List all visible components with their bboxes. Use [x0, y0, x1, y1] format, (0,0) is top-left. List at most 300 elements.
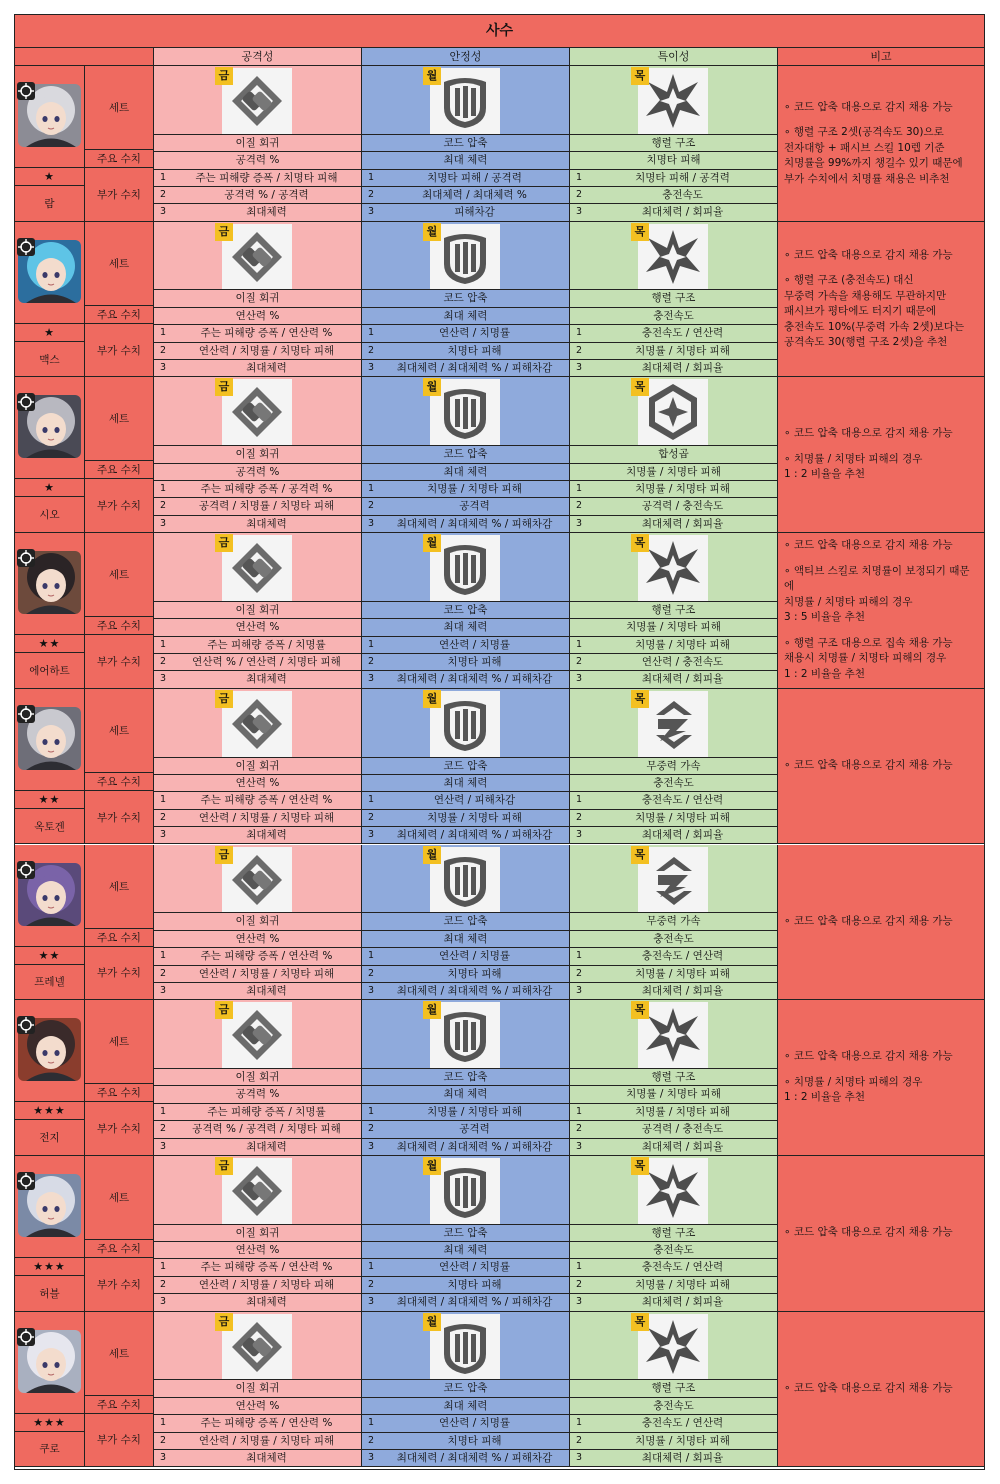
- main-stat: 치명률 / 치명타 피해: [626, 1088, 721, 1101]
- main-stat: 최대 체력: [443, 1244, 488, 1257]
- equipment-column-a: [154, 1156, 362, 1312]
- equipment-column-a: [154, 845, 362, 1001]
- sub-stat-text: 최대체력 / 회피율: [641, 1140, 724, 1153]
- sub-stat-rank: 2: [368, 1123, 375, 1135]
- sub-stat-text: 치명타 피해: [447, 344, 502, 357]
- sub-stat-text: 충전속도 / 연산력: [641, 950, 724, 963]
- sub-stat-row: [362, 982, 569, 999]
- character-name: 에어하트: [15, 653, 85, 689]
- remarks-cell: [778, 1000, 984, 1156]
- star-rating: ★: [15, 324, 85, 342]
- sub-stat-text: 공격력 % / 공격력: [224, 189, 309, 201]
- sub-stat-text: 공격력 / 치명률 / 치명타 피해: [198, 500, 335, 513]
- equipment-column-b: [362, 377, 570, 533]
- sub-stat-text: 치명타 피해 / 공격력: [635, 171, 730, 184]
- set-name: 행렬 구조: [651, 603, 696, 616]
- sub-stat-rank: 1: [576, 794, 583, 806]
- sub-stat-row: [570, 1414, 777, 1431]
- set-label: 세트: [85, 1156, 154, 1240]
- sub-stat-row: [570, 1258, 777, 1275]
- sub-stat-row: [570, 497, 777, 514]
- main-stat-row: [570, 774, 777, 791]
- main-stat: 치명률 / 치명타 피해: [626, 465, 721, 478]
- header-character: [15, 48, 154, 66]
- set-name: 코드 압축: [443, 1226, 488, 1239]
- remark-text: ∘ 치명률 / 치명타 피해의 경우 1 : 2 비율을 추천: [784, 1075, 923, 1104]
- sub-stat-row: [570, 324, 777, 341]
- sub-stat-text: 최대체력: [246, 1140, 287, 1153]
- sub-stat-row: [570, 965, 777, 982]
- sub-stat-text: 연산력 / 치명률: [438, 638, 511, 651]
- remarks-cell: [778, 66, 984, 222]
- slot-badge: 금: [215, 1313, 233, 1331]
- main-stat-row: [362, 1241, 569, 1258]
- sub-stat-row: [362, 636, 569, 653]
- portrait-cell: [15, 377, 85, 479]
- sub-stat-rank: 2: [576, 656, 583, 668]
- sub-stat-rank: 3: [368, 1451, 375, 1463]
- sub-stat-row: [570, 169, 777, 186]
- sub-stat-row: [570, 480, 777, 497]
- main-stat-row: [570, 930, 777, 947]
- equipment-column-a: [154, 222, 362, 378]
- sub-stat-text: 피해차감: [454, 206, 495, 219]
- main-stat: 충전속도: [653, 1399, 694, 1412]
- sub-stat-text: 주는 피해량 증폭 / 연산력 %: [200, 1417, 333, 1430]
- sub-stat-row: [570, 1276, 777, 1293]
- sub-stat-row: [570, 1449, 777, 1466]
- set-name-row: [154, 912, 361, 929]
- equipment-column-a: [154, 66, 362, 222]
- sniper-class-icon: [17, 549, 35, 567]
- sub-stat-row: [362, 653, 569, 670]
- slot-badge: 금: [215, 1001, 233, 1019]
- sub-stat-row: [362, 169, 569, 186]
- sub-stat-rank: 2: [368, 967, 375, 979]
- sniper-class-icon: [17, 1328, 35, 1346]
- set-name-row: [362, 757, 569, 774]
- set-name: 이질 회귀: [235, 603, 280, 616]
- sub-stat-row: [570, 359, 777, 376]
- slot-badge: 금: [215, 378, 233, 396]
- sub-stat-row: [154, 947, 361, 964]
- remarks-cell: [778, 845, 984, 1001]
- sub-stat-row: [362, 480, 569, 497]
- sub-stat-rank: 1: [576, 1105, 583, 1117]
- sub-stat-row: [570, 515, 777, 532]
- sub-stat-rank: 1: [160, 950, 167, 962]
- sub-stat-rank: 2: [160, 1123, 167, 1135]
- sub-stat-text: 연산력 % / 연산력 / 치명타 피해: [192, 656, 341, 669]
- sub-stat-row: [154, 791, 361, 808]
- sub-stat-text: 최대체력 / 최대체력 % / 피해차감: [396, 984, 553, 997]
- main-stat: 충전속도: [653, 932, 694, 945]
- sub-stat-row: [154, 1120, 361, 1137]
- main-stat: 연산력 %: [235, 1399, 280, 1412]
- sub-stat-row: [570, 826, 777, 843]
- main-stat-row: [570, 1241, 777, 1258]
- remarks-cell: [778, 1156, 984, 1312]
- star-rating: ★★★: [15, 1258, 85, 1276]
- sub-stat-rank: 1: [576, 1417, 583, 1429]
- sub-stat-text: 치명률 / 치명타 피해: [427, 1105, 522, 1118]
- sub-stat-text: 치명률 / 치명타 피해: [635, 1105, 730, 1118]
- set-name-row: [154, 445, 361, 462]
- sub-stat-rank: 2: [576, 811, 583, 823]
- sub-stat-row: [154, 1432, 361, 1449]
- sub-stat-rank: 3: [368, 673, 375, 685]
- sub-stat-rank: 2: [160, 189, 167, 200]
- slot-badge: 금: [215, 67, 233, 85]
- sub-stat-row: [362, 1293, 569, 1310]
- slot-badge: 금: [215, 534, 233, 552]
- main-stat: 공격력 %: [235, 465, 280, 478]
- sub-stat-row: [362, 203, 569, 220]
- sub-stat-text: 최대체력 / 최대체력 %: [422, 189, 527, 201]
- equipment-column-c: [570, 1000, 778, 1156]
- main-stat: 최대 체력: [443, 1088, 488, 1101]
- main-stat: 치명타 피해: [646, 154, 701, 167]
- main-stat: 연산력 %: [235, 776, 280, 789]
- main-stat-row: [570, 1397, 777, 1414]
- sub-stat-text: 최대체력 / 최대체력 % / 피해차감: [396, 1451, 553, 1464]
- sub-stat-label: 부가 수치: [85, 1414, 154, 1468]
- sub-stat-rank: 3: [160, 829, 167, 841]
- sub-stat-row: [570, 1293, 777, 1310]
- sub-stat-row: [362, 515, 569, 532]
- slot-badge: 월: [423, 223, 441, 241]
- sub-stat-rank: 3: [368, 206, 375, 218]
- main-stat: 충전속도: [653, 776, 694, 789]
- remark-text: ∘ 치명률 / 치명타 피해의 경우 1 : 2 비율을 추천: [784, 452, 923, 481]
- equipment-column-c: [570, 1156, 778, 1312]
- sub-stat-rank: 1: [368, 1105, 375, 1117]
- set-name: 행렬 구조: [651, 292, 696, 305]
- sub-stat-text: 주는 피해량 증폭 / 공격력 %: [200, 482, 333, 495]
- sub-stat-row: [570, 1432, 777, 1449]
- set-name: 코드 압축: [443, 292, 488, 305]
- slot-badge: 목: [631, 223, 649, 241]
- main-stat: 최대 체력: [443, 154, 488, 167]
- equipment-column-b: [362, 533, 570, 689]
- sub-stat-rank: 1: [160, 327, 167, 339]
- sub-stat-rank: 3: [160, 673, 167, 685]
- equipment-column-a: [154, 1000, 362, 1156]
- character-name: 허블: [15, 1276, 85, 1312]
- main-stat-row: [154, 1397, 361, 1414]
- sub-stat-rank: 2: [368, 500, 375, 512]
- sub-stat-row: [362, 1414, 569, 1431]
- equipment-column-c: [570, 377, 778, 533]
- equipment-column-c: [570, 533, 778, 689]
- sub-stat-text: 주는 피해량 증폭 / 치명률: [207, 1105, 326, 1118]
- sniper-class-icon: [17, 1016, 35, 1034]
- sub-stat-label: 부가 수치: [85, 635, 154, 689]
- remark-text: ∘ 코드 압축 대용으로 감지 채용 가능: [784, 1050, 953, 1063]
- set-label: 세트: [85, 689, 154, 773]
- equipment-column-b: [362, 222, 570, 378]
- sub-stat-rank: 3: [576, 984, 583, 996]
- main-stat-label: 주요 수치: [85, 461, 154, 479]
- remark-text: ∘ 행렬 구조 2셋(공격속도 30)으로 전자대항 + 패시브 스킬 10렙 기준 치명률을 99%까지 챙길수 있기 때문에 부가 수치에서 치명률 채용은 비추천: [784, 126, 963, 185]
- sub-stat-rank: 1: [368, 950, 375, 962]
- sub-stat-rank: 3: [368, 1296, 375, 1308]
- sub-stat-rank: 2: [368, 189, 375, 200]
- set-name-row: [154, 134, 361, 151]
- sub-stat-row: [154, 480, 361, 497]
- main-stat-row: [362, 1085, 569, 1102]
- sub-stat-text: 치명타 피해: [447, 1434, 502, 1447]
- sub-stat-row: [570, 947, 777, 964]
- equipment-column-c: [570, 689, 778, 845]
- set-name: 코드 압축: [443, 759, 488, 772]
- set-name-row: [362, 1068, 569, 1085]
- sub-stat-rank: 1: [160, 171, 167, 183]
- main-stat: 충전속도: [653, 1244, 694, 1257]
- sub-stat-label: 부가 수치: [85, 1258, 154, 1312]
- main-stat: 최대 체력: [443, 932, 488, 945]
- sub-stat-text: 치명률 / 치명타 피해: [427, 482, 522, 495]
- main-stat-row: [570, 307, 777, 324]
- character-name: 옥토겐: [15, 809, 85, 845]
- sub-stat-text: 연산력 / 치명률 / 치명타 피해: [198, 811, 335, 824]
- sub-stat-row: [570, 670, 777, 687]
- sniper-class-icon: [17, 861, 35, 879]
- set-name-row: [570, 1224, 777, 1241]
- sniper-class-icon: [17, 238, 35, 256]
- main-stat-row: [154, 930, 361, 947]
- set-name: 코드 압축: [443, 1070, 488, 1083]
- sub-stat-row: [570, 186, 777, 203]
- sub-stat-rank: 1: [160, 794, 167, 806]
- sub-stat-rank: 1: [368, 1261, 375, 1273]
- equipment-column-a: [154, 1312, 362, 1468]
- main-stat-row: [154, 1085, 361, 1102]
- set-name-row: [570, 912, 777, 929]
- sub-stat-rank: 3: [160, 1296, 167, 1308]
- equipment-column-b: [362, 689, 570, 845]
- set-name: 이질 회귀: [235, 448, 280, 461]
- set-name-row: [362, 1379, 569, 1396]
- set-name-row: [154, 1068, 361, 1085]
- equipment-column-b: [362, 1312, 570, 1468]
- sub-stat-row: [154, 653, 361, 670]
- sub-stat-rank: 2: [160, 344, 167, 356]
- sub-stat-rank: 1: [368, 794, 375, 806]
- slot-badge: 월: [423, 1001, 441, 1019]
- sub-stat-text: 최대체력 / 회피율: [641, 1451, 724, 1464]
- sub-stat-rank: 1: [576, 638, 583, 650]
- sub-stat-rank: 3: [368, 829, 375, 841]
- set-name-row: [362, 445, 569, 462]
- set-name: 행렬 구조: [651, 1226, 696, 1239]
- header-special: 특이성: [570, 48, 778, 66]
- remark-text: ∘ 코드 압축 대용으로 감지 채용 가능: [784, 427, 953, 440]
- set-name-row: [154, 1224, 361, 1241]
- sub-stat-rank: 1: [368, 1417, 375, 1429]
- main-stat-row: [362, 307, 569, 324]
- sub-stat-row: [154, 982, 361, 999]
- main-stat-row: [570, 151, 777, 168]
- sniper-class-icon: [17, 82, 35, 100]
- main-stat-row: [154, 463, 361, 480]
- sub-stat-text: 최대체력 / 최대체력 % / 피해차감: [396, 1140, 553, 1153]
- sub-stat-text: 치명타 피해: [447, 1278, 502, 1291]
- sub-stat-text: 연산력 / 치명률: [438, 1261, 511, 1274]
- character-name: 쿠로: [15, 1432, 85, 1468]
- sub-stat-rank: 1: [576, 171, 583, 183]
- star-rating: ★★: [15, 947, 85, 965]
- sub-stat-label: 부가 수치: [85, 791, 154, 845]
- equipment-column-b: [362, 1156, 570, 1312]
- sub-stat-text: 최대체력 / 최대체력 % / 피해차감: [396, 829, 553, 842]
- sub-stat-text: 연산력 / 치명률 / 치명타 피해: [198, 967, 335, 980]
- set-name: 이질 회귀: [235, 759, 280, 772]
- sub-stat-rank: 3: [576, 673, 583, 685]
- character-name: 시오: [15, 497, 85, 533]
- sub-stat-text: 연산력 / 충전속도: [641, 656, 724, 669]
- sub-stat-text: 최대체력 / 회피율: [641, 673, 724, 686]
- portrait-cell: [15, 1156, 85, 1258]
- sub-stat-row: [362, 791, 569, 808]
- sub-stat-rank: 1: [160, 638, 167, 650]
- main-stat-row: [154, 151, 361, 168]
- equipment-column-c: [570, 845, 778, 1001]
- sub-stat-row: [154, 826, 361, 843]
- set-name: 합성곱: [658, 448, 689, 461]
- sub-stat-text: 주는 피해량 증폭 / 연산력 %: [200, 950, 333, 963]
- sub-stat-rank: 1: [160, 1105, 167, 1117]
- set-label: 세트: [85, 533, 154, 617]
- sub-stat-text: 치명타 피해 / 공격력: [427, 171, 522, 184]
- main-stat-label: 주요 수치: [85, 1240, 154, 1258]
- sub-stat-text: 치명률 / 치명타 피해: [635, 967, 730, 980]
- sub-stat-label: 부가 수치: [85, 324, 154, 378]
- sub-stat-rank: 2: [576, 189, 583, 200]
- slot-badge: 금: [215, 846, 233, 864]
- remark-text: ∘ 코드 압축 대용으로 감지 채용 가능: [784, 759, 953, 772]
- set-name-row: [570, 601, 777, 618]
- slot-badge: 월: [423, 690, 441, 708]
- main-stat: 치명률 / 치명타 피해: [626, 621, 721, 634]
- main-stat-row: [362, 463, 569, 480]
- sub-stat-row: [362, 1449, 569, 1466]
- remark-text: ∘ 코드 압축 대용으로 감지 채용 가능: [784, 100, 953, 113]
- sub-stat-rank: 2: [160, 811, 167, 823]
- set-name: 이질 회귀: [235, 1070, 280, 1083]
- sub-stat-text: 연산력 / 치명률 / 치명타 피해: [198, 344, 335, 357]
- sub-stat-row: [154, 1276, 361, 1293]
- set-name: 이질 회귀: [235, 915, 280, 928]
- sub-stat-text: 최대체력: [246, 362, 287, 375]
- sub-stat-text: 최대체력 / 회피율: [641, 1296, 724, 1309]
- set-name: 코드 압축: [443, 603, 488, 616]
- sub-stat-row: [154, 1103, 361, 1120]
- main-stat-label: 주요 수치: [85, 773, 154, 791]
- set-name: 행렬 구조: [651, 136, 696, 149]
- sub-stat-rank: 2: [576, 967, 583, 979]
- sub-stat-rank: 1: [576, 327, 583, 339]
- sub-stat-row: [570, 636, 777, 653]
- character-name: 전지: [15, 1120, 85, 1156]
- header-stability: 안정성: [362, 48, 570, 66]
- slot-badge: 월: [423, 1157, 441, 1175]
- remarks-cell: [778, 222, 984, 378]
- sub-stat-text: 충전속도 / 연산력: [641, 1261, 724, 1274]
- sub-stat-row: [362, 826, 569, 843]
- slot-badge: 월: [423, 378, 441, 396]
- sub-stat-rank: 2: [160, 1278, 167, 1290]
- slot-badge: 월: [423, 67, 441, 85]
- sub-stat-rank: 2: [160, 1434, 167, 1446]
- set-label: 세트: [85, 1000, 154, 1084]
- sub-stat-row: [362, 1103, 569, 1120]
- sub-stat-text: 공격력 / 충전속도: [641, 500, 724, 513]
- sub-stat-rank: 3: [368, 517, 375, 529]
- sub-stat-row: [362, 1120, 569, 1137]
- set-name: 무중력 가속: [646, 915, 701, 928]
- sub-stat-rank: 3: [576, 1140, 583, 1152]
- sub-stat-text: 최대체력: [246, 984, 287, 997]
- sub-stat-text: 공격력 % / 공격력 / 치명타 피해: [192, 1123, 341, 1136]
- set-name: 이질 회귀: [235, 136, 280, 149]
- main-stat: 연산력 %: [235, 932, 280, 945]
- remark-text: ∘ 코드 압축 대용으로 감지 채용 가능: [784, 915, 953, 928]
- sub-stat-rank: 3: [576, 517, 583, 529]
- sub-stat-rank: 3: [368, 362, 375, 374]
- set-label: 세트: [85, 222, 154, 306]
- main-stat-row: [362, 618, 569, 635]
- sub-stat-row: [154, 186, 361, 203]
- sub-stat-text: 연산력 / 피해차감: [433, 794, 516, 807]
- remark-text: ∘ 액티브 스킬로 치명률이 보정되기 때문에 치명률 / 치명타 피해의 경우 3 : 5 비율을 추천: [784, 564, 970, 624]
- sub-stat-text: 최대체력: [246, 829, 287, 842]
- slot-badge: 금: [215, 1157, 233, 1175]
- slot-badge: 월: [423, 1313, 441, 1331]
- sub-stat-text: 충전속도 / 연산력: [641, 1417, 724, 1430]
- sub-stat-rank: 1: [368, 327, 375, 339]
- character-name: 맥스: [15, 342, 85, 378]
- sub-stat-text: 연산력 / 치명률: [438, 1417, 511, 1430]
- sub-stat-rank: 1: [368, 638, 375, 650]
- main-stat: 최대 체력: [443, 776, 488, 789]
- sub-stat-rank: 2: [368, 344, 375, 356]
- sub-stat-text: 치명률 / 치명타 피해: [635, 811, 730, 824]
- remark-text: ∘ 코드 압축 대용으로 감지 채용 가능: [784, 248, 953, 261]
- sniper-class-icon: [17, 393, 35, 411]
- sub-stat-rank: 3: [160, 1451, 167, 1463]
- sub-stat-text: 최대체력 / 회피율: [641, 829, 724, 842]
- slot-badge: 목: [631, 846, 649, 864]
- sub-stat-text: 최대체력 / 최대체력 % / 피해차감: [396, 673, 553, 686]
- set-name-row: [570, 757, 777, 774]
- sub-stat-row: [362, 1258, 569, 1275]
- set-name: 코드 압축: [443, 915, 488, 928]
- set-name-row: [570, 134, 777, 151]
- main-stat-label: 주요 수치: [85, 929, 154, 947]
- sub-stat-text: 최대체력 / 최대체력 % / 피해차감: [396, 362, 553, 375]
- sub-stat-rank: 2: [576, 1123, 583, 1135]
- equipment-column-a: [154, 377, 362, 533]
- set-name-row: [154, 757, 361, 774]
- sub-stat-rank: 3: [160, 362, 167, 374]
- set-name-row: [362, 1224, 569, 1241]
- sub-stat-row: [362, 965, 569, 982]
- set-name-row: [154, 1379, 361, 1396]
- sub-stat-row: [154, 965, 361, 982]
- main-stat-row: [362, 774, 569, 791]
- sub-stat-text: 충전속도 / 연산력: [641, 794, 724, 807]
